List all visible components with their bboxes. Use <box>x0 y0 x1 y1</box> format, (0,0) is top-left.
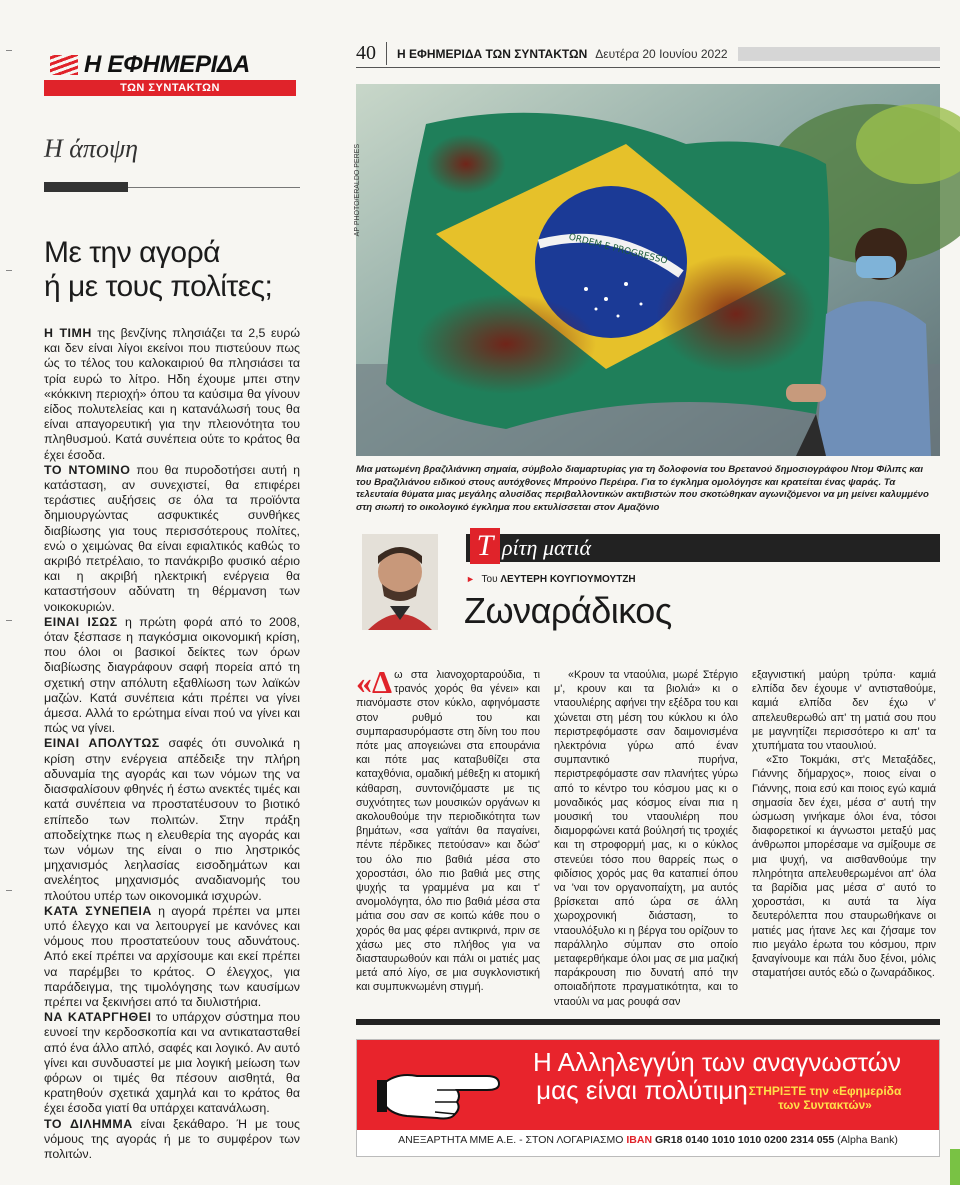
protest-flag-photo <box>356 84 940 456</box>
paper-name: Η ΕΦΗΜΕΡΙΔΑ ΤΩΝ ΣΥΝΤΑΚΤΩΝ <box>397 46 588 61</box>
opinion-body <box>44 326 300 1162</box>
logo-subtitle: ΤΩΝ ΣΥΝΤΑΚΤΩΝ <box>120 82 220 94</box>
column-body <box>356 664 940 1009</box>
page-edge-mark <box>950 1149 960 1185</box>
headline-line-2: ή με τους πολίτες; <box>44 270 273 303</box>
dropcap: «Δ <box>356 664 393 700</box>
triangle-icon: ► <box>466 574 475 584</box>
section-label: Η άποψη <box>44 134 138 163</box>
paragraph: ΤΟ ΔΙΛΗΜΜΑ είναι ξεκάθαρο. Ή με τους νόμους της αγοράς ή με το συμφέρον των πολιτών. <box>44 1116 301 1161</box>
text-column-3: εξαγνιστική μαύρη τρύπα· καμιά ελπίδα δεν έχουμε ν' αντισταθούμε, καμιά ελπίδα δεν έχω ν' απελευθερωθώ απ' τη ματιά σου που με μαγνητίζει περισσότερο κι απ' τα χτυπήματα του νταουλιού. «Στο Τοκμάκι, στ'ς Μεταξάδες, Γιάννης δήμαρχος», ποιος είναι ο Γιάννης, ποια εσύ και ποιος εγώ καμιά σημασία δεν έχει, μέσα σ' αυτή την ώσμωση γινήκαμε όλοι ένα, τόσοι διαφορετικοί κι άγνωστοι μεταξύ μας άνθρωποι μπορέσαμε να σμίξουμε σε μια ψυχή, να αισθανθούμε την πληρότητα απελευθερωμένοι απ' όλα τα βαρίδια μας μέσα σ' αυτό το χοροστάσι, κι αυτά τα λίγα δευτερόλεπτα που σταυρωθήκανε οι ματιές μας ήτανε λες και ζήσαμε τον πιο μεγάλο έρωτα του κόσμου, πριν ξαναγίνουμε και πάλι δυο ξένοι, μόλις σταματήσει αυτός εδώ ο ζωναράδικος. <box>752 669 936 980</box>
page-number: 40 <box>356 42 387 65</box>
ad-bank-details: ΑΝΕΞΑΡΤΗΤΑ ΜΜΕ Α.Ε. - ΣΤΟΝ ΛΟΓΑΡΙΑΣΜΟ IBAN GR18 0140 1010 1010 0200 2314 055 (Alpha Bank) <box>398 1133 898 1146</box>
author-name: ΛΕΥΤΕΡΗ ΚΟΥΓΙΟΥΜΟΥΤΖΗ <box>500 574 636 585</box>
paragraph: Η ΤΙΜΗ της βενζίνης πλησιάζει τα 2,5 ευρώ και δεν είναι λίγοι εκείνοι που πιστεύουν πως ώς το τέλος του καλοκαιριού θα πλησιάσει τα τρία ευρώ το λίτρο. Ηδη έχουμε μπει στην «κόκκινη περιοχή» όπου τα καύσιμα θα γίνουν είδος πολυτελείας και η κατανάλωσή τους θα είναι απαγορευτική για την πλειονότητα του πληθυσμού. Κατά συνέπεια ούτε το κράτος θα έχει έσοδα. <box>44 326 300 462</box>
margin-mark <box>6 50 12 51</box>
solidarity-ad <box>356 1039 940 1157</box>
section-rule <box>44 182 300 192</box>
logo-title: Η ΕΦΗΜΕΡΙΔΑ <box>84 51 250 78</box>
ad-call-to-action: ΣΤΗΡΙΞΤΕ την «Εφημερίδα των Συντακτών» <box>748 1083 902 1112</box>
ad-red-panel <box>357 1040 939 1130</box>
opinion-column <box>44 50 300 1162</box>
issue-date: Δευτέρα 20 Ιουνίου 2022 <box>595 46 728 61</box>
author-portrait <box>362 534 438 630</box>
column-header <box>356 529 940 631</box>
byline: ► Του ΛΕΥΤΕΡΗ ΚΟΥΓΙΟΥΜΟΥΤΖΗ <box>466 574 636 585</box>
photo-credit: AP PHOTO/ERALDO PERES <box>354 144 361 237</box>
margin-mark <box>6 620 12 621</box>
paragraph: ΕΙΝΑΙ ΙΣΩΣ η πρώτη φορά από το 2008, όταν ξέσπασε η παγκόσμια οικονομική κρίση, που όλοι οι βασικοί δείκτες των όρων διαβίωσης διαγράφουν σαφή πορεία από τη σχετική στην απόλυτη εξαθλίωση των λαϊκών μαζών. Κατά συνέπεια κάτι πρέπει να γίνει άμεσα. Αλλά το ερώτημα είναι πού να γίνει και πώς να γίνει. <box>44 614 300 736</box>
headline-line-1: Με την αγορά <box>44 236 221 269</box>
column-initial: Τ <box>470 528 500 564</box>
column-name: ρίτη ματιά <box>502 535 592 560</box>
column-title-bar <box>466 529 940 562</box>
text-column-2: «Κρουν τα νταούλια, μωρέ Στέργιο μ', κρουν και τα βιολιά» κι ο νταουλιέρης αφήνει την εξέδρα του και χώνεται στη μέση του κύκλου κι όλο περιστρεφόμαστε σαν δαιμονισμένα ηλεκτρόνια γύρω από έναν συμπαντικό πυρήνα, περιστρεφόμαστε σαν πλανήτες γύρω από το κέντρο του κόσμου μας κι ο μοναδικός μας κόσμος είναι πια η μουσική του νταουλιέρη που διαμορφώνει κατά βούλησή τις τροχιές και τη στροφορμή μας, κι ο κύκλος στενεύει τόσο που θαρρείς πως ο φιδίσιος χορός μας θα καταπιεί όπου να 'ναι τον οργανοπαίχτη, μα αυτός βρίσκεται από ώρα σε άλλη χωροχρονική διάσταση, το νταουλόξυλο κι η βέργα του ορίζουν το παράλληλο σύμπαν στο οποίο μεταφερθήκαμε όλοι μας σε μια μαζική παράκρουση πιο δυνατή από την οποιαδήποτε πραγματικότητα, και το νταούλι να μας ρουφά σαν <box>554 669 738 1008</box>
column-title: Ζωναράδικος <box>464 590 672 631</box>
header-shade <box>738 47 940 61</box>
bottom-rule <box>356 1019 940 1025</box>
paragraph: ΕΙΝΑΙ ΑΠΟΛΥΤΩΣ σαφές ότι συνολικά η κρίση στην ενέργεια απέδειξε την πλήρη αδυναμία της αγοράς και των νόμων της να διασφαλίσουν φθηνές ή έστω ανεκτές τιμές και κατά συνέπεια να προστατέυσουν το βιοτικό επίπεδο των πολιτών. Στην πράξη αποδείχτηκε πως η ελευθερία της αγοράς και των νόμων της είναι ο πιο ληστρικός μηχανισμός λεηλασίας εισοδημάτων και ανελέητος μηχανισμός αναδιανομής του πλούτου υπέρ των οικονομικά ισχυρών. <box>44 736 300 903</box>
text-column-1: «Δ ω στα λιανοχορταρούδια, τι τρανός χορός θα γένει» και πιανόμαστε στον κύκλο, αφηνόμαστε στον ρυθμό του και συμπαρασυρόμαστε στη δίνη του που πότε μας απογειώνει στα επουράνια και πότε μας καταβυθίζει στα καταχθόνια, ομαδική μέθεξη κι ατομική κάθαρση, συντονιζόμαστε με τις συχνότητες των μουσικών οργάνων κι ακολουθούμε την περιοδικότητα των βημάτων, «σα γαϊτάνι θα παγαίνει, πέντε πέρδικες πετούσαν» και δώσ' του όλο πιο βαθιά μέσα στο χοροστάσι, όλο πιο βαθιά μες στης ψυχής τα γραμμένα μα και τ' ανομολόγητα, όλο πιο βαθιά μέσα στα μάτια σου σαν σε κοιτώ κάθε που ο χορός θα μας φέρει αντικρινά, πριν σε χάσω μες στο πλήθος για να διασταυρωθούν και πάλι οι ματιές μας μετά από λίγο, σε μια συγκλονιστική και συμπυκνωμένη στιγμή. <box>356 664 540 994</box>
ad-title: Η Αλληλεγγύη των αναγνωστών μας είναι πολύτιμη <box>533 1046 901 1105</box>
margin-mark <box>6 890 12 891</box>
paragraph: ΝΑ ΚΑΤΑΡΓΗΘΕΙ το υπάρχον σύστημα που ευνοεί την κερδοσκοπία και να αντικατασταθεί από ένα άλλο απλό, σαφές και λογικό. Αν αυτό γίνει και συνδυαστεί με μια λογική μείωση των φόρων οι τιμές θα πέσουν αισθητά, θα κρατηθούν σχετικά χαμηλά και το κράτος θα έχει έσοδα γιατί θα υπάρχει κατανάλωση. <box>44 1010 300 1116</box>
paragraph: ΚΑΤΑ ΣΥΝΕΠΕΙΑ η αγορά πρέπει να μπει υπό έλεγχο και να λειτουργεί με κανόνες και νόμους που προστατεύουν τους αδυνάτους. Από εκεί πρέπει να αρχίσουμε και εκεί πρέπει να παρέμβει το κράτος. Ο έλεγχος, για παράδειγμα, της τιμολόγησης των καυσίμων πρέπει να ξεκινήσει από τα διυλιστήρια. <box>44 903 300 1009</box>
news-photo <box>356 84 940 456</box>
right-page <box>356 40 940 1157</box>
pointing-hand-icon <box>377 1054 517 1124</box>
logo-stripes <box>50 55 78 75</box>
photo-caption: Μια ματωμένη βραζιλιάνικη σημαία, σύμβολο διαμαρτυρίας για τη δολοφονία του Βρετανού δημοσιογράφου Ντομ Φίλιπς και του Βραζιλιάνου ειδικού στους αυτόχθονες Μπρούνο Περέιρα. Για το έγκλημα ομολόγησε και κρατείται ένας ψαράς. Τα τελευταία θύματα μιας μεγάλης αλυσίδας περιβαλλοντικών ακτιβιστών που σκοτώθηκαν αγωνιζόμενοι να μη μείνει καλυμμένο στη σιωπή το οικολογικό έγκλημα που εκτυλίσσεται στον Αμαζόνιο <box>356 464 929 513</box>
page-header <box>356 40 940 68</box>
flag-motto: ORDEM E PROGRESSO <box>567 232 669 267</box>
opinion-headline <box>44 236 300 304</box>
margin-mark <box>6 270 12 271</box>
paragraph: ΤΟ ΝΤΟΜΙΝΟ που θα πυροδοτήσει αυτή η κατάσταση, αν συνεχιστεί, θα επιφέρει τεράστιες αυξήσεις σε όλα τα προϊόντα δημιουργώντας ασφυκτικές συνθήκες διαβίωσης για τους περισσότερους πολίτες, ενώ ο χειμώνας θα είναι εφιαλτικός καθώς το ακριβό πετρέλαιο, το πανάκριβο φυσικό αέριο και η ακριβή ηλεκτρική ενέργεια θα καταστήσουν αδύνατη τη θέρμανση των νοικοκυριών. <box>44 462 300 614</box>
newspaper-logo <box>44 50 296 96</box>
